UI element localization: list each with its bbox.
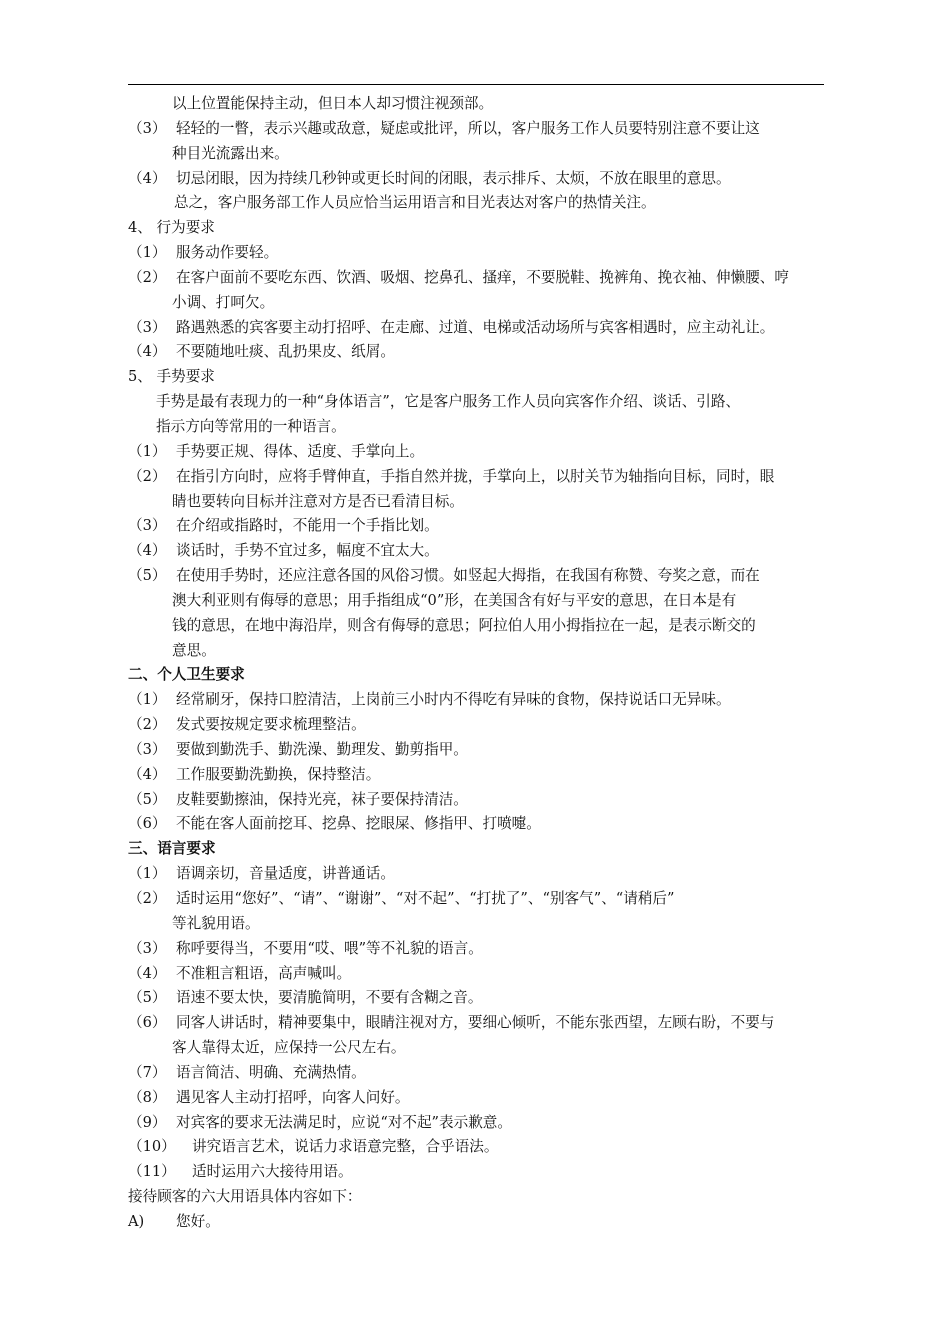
continuation-line: 以上位置能保持主动，但日本人却习惯注视颈部。: [172, 95, 494, 112]
list-item-text: 路遇熟悉的宾客要主动打招呼、在走廊、过道、电梯或活动场所与宾客相遇时，应主动礼让。: [176, 318, 775, 336]
list-item: [128, 937, 828, 962]
list-item-number: （3）: [128, 517, 167, 535]
list-item-text: 发式要按规定要求梳理整洁。: [176, 716, 366, 734]
list-item: [128, 465, 828, 490]
list-item: [128, 514, 828, 539]
list-item-text: 语速不要太快，要清脆简明，不要有含糊之音。: [176, 989, 483, 1007]
list-item-number: （3）: [128, 740, 167, 758]
paragraph-line: 指示方向等常用的一种语言。: [156, 417, 346, 435]
list-item-number: （1）: [128, 244, 167, 262]
list-item: [128, 1111, 828, 1136]
list-item-number: （11）: [128, 1163, 176, 1181]
list-item: [128, 440, 828, 465]
continuation-line: 钱的意思，在地中海沿岸，则含有侮辱的意思；阿拉伯人用小拇指拉在一起，是表示断交的: [172, 616, 756, 634]
continuation-line: 小调、打呵欠。: [172, 293, 275, 311]
list-item: [128, 812, 828, 837]
list-item-text: 不准粗言粗语，高声喊叫。: [176, 964, 352, 982]
list-item: [128, 688, 828, 713]
list-item-text: 在客户面前不要吃东西、饮酒、吸烟、挖鼻孔、搔痒，不要脱鞋、挽裤角、挽衣袖、伸懒腰、哼: [176, 268, 789, 286]
list-item-number: （2）: [128, 716, 167, 734]
list-item-text: 服务动作要轻。: [176, 244, 279, 262]
list-item-text: 工作服要勤洗勤换，保持整洁。: [176, 765, 381, 783]
list-item-text: 同客人讲话时，精神要集中，眼睛注视对方，要细心倾听，不能东张西望，左顾右盼，不要与: [176, 1014, 775, 1032]
subsection-title: 5、 手势要求: [128, 368, 215, 386]
list-item: [128, 117, 828, 142]
list-item: [128, 986, 828, 1011]
list-item-number: （2）: [128, 467, 167, 485]
subsection-title: 4、 行为要求: [128, 219, 215, 237]
list-item-number: （5）: [128, 790, 167, 808]
list-item-text: 手势要正规、得体、适度、手掌向上。: [176, 442, 425, 460]
list-item-text: 谈话时，手势不宜过多，幅度不宜太大。: [176, 542, 439, 560]
list-item-text: 遇见客人主动打招呼，向客人问好。: [176, 1088, 410, 1106]
continuation-line: 客人靠得太近，应保持一公尺左右。: [172, 1039, 406, 1057]
list-item: [128, 167, 828, 192]
list-item: [128, 241, 828, 266]
list-item-number: （6）: [128, 1014, 167, 1032]
list-item-number: （4）: [128, 542, 167, 560]
list-item-number: A): [128, 1212, 145, 1230]
document-body: [128, 92, 828, 1235]
list-item-text: 切忌闭眼，因为持续几秒钟或更长时间的闭眼，表示排斥、太烦，不放在眼里的意思。: [176, 169, 731, 187]
list-item: [128, 1160, 828, 1185]
list-item: [128, 1210, 828, 1235]
list-item: [128, 738, 828, 763]
list-item-number: （2）: [128, 890, 167, 907]
list-item-number: （8）: [128, 1088, 167, 1106]
continuation-line: 等礼貌用语。: [172, 914, 260, 932]
continuation-line: 意思。: [172, 641, 216, 659]
list-item-number: （2）: [128, 268, 167, 286]
list-item: [128, 1061, 828, 1086]
section-heading: 三、语言要求: [128, 840, 216, 858]
list-item: [128, 340, 828, 365]
list-item: [128, 564, 828, 589]
continuation-line: 睛也要转向目标并注意对方是否已看清目标。: [172, 492, 464, 510]
list-item-number: （10）: [128, 1138, 176, 1156]
list-item-number: （4）: [128, 343, 167, 361]
list-item-text: 讲究语言艺术，说话力求语意完整，合乎语法。: [192, 1138, 499, 1156]
list-item-number: （1）: [128, 691, 167, 709]
list-item: [128, 1086, 828, 1111]
section-heading: 二、个人卫生要求: [128, 666, 245, 684]
list-item: [128, 1011, 828, 1036]
subsection-title: 接待顾客的六大用语具体内容如下：: [128, 1188, 362, 1206]
continuation-line: 澳大利亚则有侮辱的意思；用手指组成“0”形，在美国含有好与平安的意思，在日本是有: [172, 591, 737, 609]
list-item: [128, 316, 828, 341]
list-item: [128, 539, 828, 564]
summary-paragraph: 总之，客户服务部工作人员应恰当运用语言和目光表达对客户的热情关注。: [174, 194, 656, 212]
list-item-number: （4）: [128, 169, 167, 187]
list-item: [128, 713, 828, 738]
list-item-number: （4）: [128, 765, 167, 783]
list-item-number: （6）: [128, 815, 167, 833]
list-item-text: 适时运用六大接待用语。: [192, 1163, 353, 1181]
list-item-number: （3）: [128, 939, 167, 957]
list-item-text: 对宾客的要求无法满足时，应说“对不起”表示歉意。: [176, 1113, 512, 1131]
list-item-number: （1）: [128, 442, 167, 460]
list-item-number: （3）: [128, 318, 167, 336]
list-item-text: 轻轻的一瞥，表示兴趣或敌意，疑虑或批评，所以，客户服务工作人员要特别注意不要让这: [176, 119, 760, 137]
list-item-text: 称呼要得当，不要用“哎、喂”等不礼貌的语言。: [176, 939, 483, 957]
list-item-number: （3）: [128, 119, 167, 137]
list-item: [128, 763, 828, 788]
continuation-line: 种目光流露出来。: [172, 144, 289, 162]
list-item-text: 经常刷牙，保持口腔清洁，上岗前三小时内不得吃有异味的食物，保持说话口无异味。: [176, 691, 731, 709]
list-item-text: 不要随地吐痰、乱扔果皮、纸屑。: [176, 343, 395, 361]
list-item-number: （5）: [128, 567, 167, 585]
list-item: [128, 1135, 828, 1160]
list-item-text: 在使用手势时，还应注意各国的风俗习惯。如竖起大拇指，在我国有称赞、夸奖之意，而在: [176, 567, 760, 585]
list-item: [128, 962, 828, 987]
list-item-number: （9）: [128, 1113, 167, 1131]
list-item-number: （7）: [128, 1063, 167, 1081]
list-item-number: （1）: [128, 865, 167, 883]
list-item-text: 语言简洁、明确、充满热情。: [176, 1063, 366, 1081]
list-item-number: （5）: [128, 989, 167, 1007]
list-item-text: 在介绍或指路时，不能用一个手指比划。: [176, 517, 439, 535]
paragraph-line: 手势是最有表现力的一种“身体语言”，它是客户服务工作人员向宾客作介绍、谈话、引路、: [156, 393, 741, 411]
list-item-text: 适时运用“您好”、“请”、“谢谢”、“对不起”、“打扰了”、“别客气”、“请稍后”: [176, 890, 675, 907]
header-rule: [128, 84, 824, 85]
list-item: [128, 788, 828, 813]
list-item: [128, 887, 828, 912]
list-item-text: 在指引方向时，应将手臂伸直，手指自然并拢，手掌向上，以肘关节为轴指向目标，同时，眼: [176, 467, 775, 485]
list-item-text: 您好。: [176, 1212, 220, 1230]
list-item-text: 皮鞋要勤擦油，保持光亮，袜子要保持清洁。: [176, 790, 468, 808]
list-item: [128, 266, 828, 291]
list-item: [128, 862, 828, 887]
list-item-text: 不能在客人面前挖耳、挖鼻、挖眼屎、修指甲、打喷嚏。: [176, 815, 541, 833]
list-item-text: 语调亲切，音量适度，讲普通话。: [176, 865, 395, 883]
list-item-number: （4）: [128, 964, 167, 982]
list-item-text: 要做到勤洗手、勤洗澡、勤理发、勤剪指甲。: [176, 740, 468, 758]
